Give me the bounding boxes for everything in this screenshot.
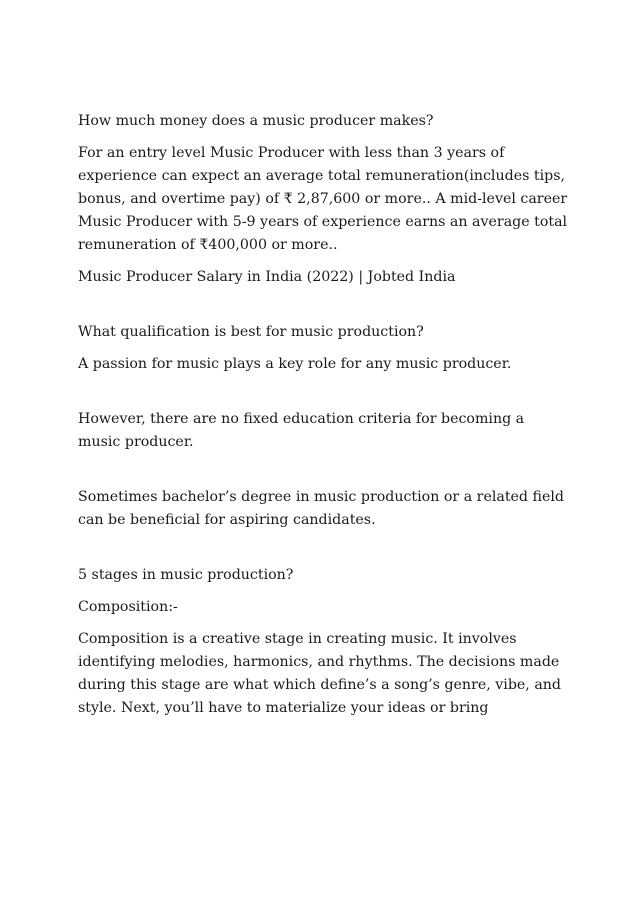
answer-bachelors-degree: Sometimes bachelor’s degree in music production or a related field can be beneficial for aspiring candidates. bbox=[78, 489, 565, 528]
composition-description: Composition is a creative stage in creating music. It involves identifying melodies, harmonics, and rhythms. The decisions made during this stage are what which define’s a song’s genre, vibe, and style. Next, you’ll have to materialize your ideas or bring bbox=[78, 631, 561, 716]
question-stages: 5 stages in music production? bbox=[78, 567, 294, 583]
question-qualification: What qualification is best for music production? bbox=[78, 324, 424, 340]
answer-passion: A passion for music plays a key role for any music producer. bbox=[78, 356, 512, 372]
question-producer-salary: How much money does a music producer makes? bbox=[78, 113, 434, 129]
answer-no-fixed-criteria: However, there are no fixed education criteria for becoming a music producer. bbox=[78, 411, 525, 450]
answer-producer-salary: For an entry level Music Producer with less than 3 years of experience can expect an average total remuneration(includes tips, bonus, and overtime pay) of ₹ 2,87,600 or more.. A mid-level career Music Producer with 5-9 years of experience earns an average total remuneration of ₹400,000 or more.. bbox=[78, 145, 568, 253]
document-body bbox=[78, 110, 568, 720]
source-citation: Music Producer Salary in India (2022) | Jobted India bbox=[78, 269, 456, 285]
heading-composition: Composition:- bbox=[78, 599, 178, 615]
